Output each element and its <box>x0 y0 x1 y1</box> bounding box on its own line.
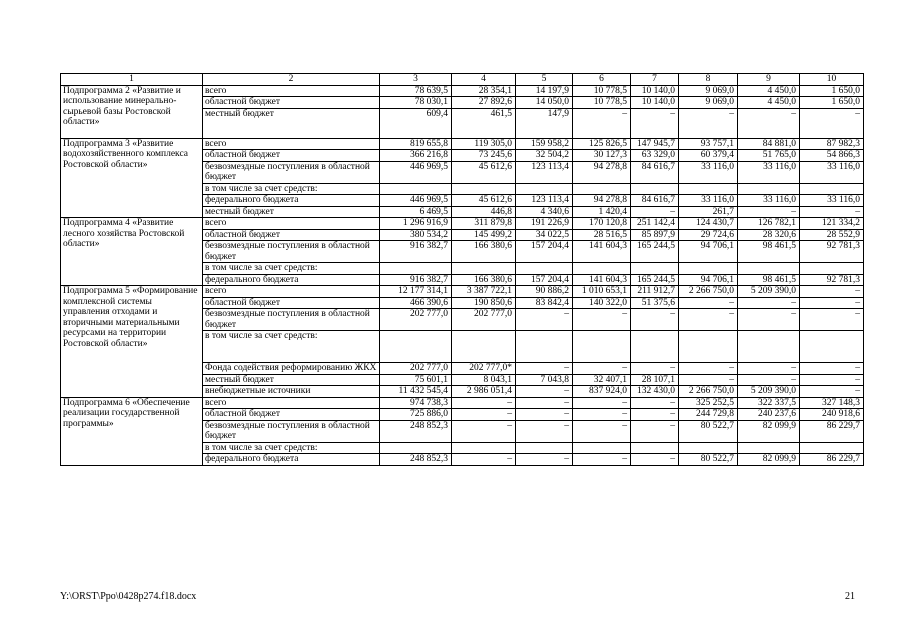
amount-cell: – <box>631 108 679 138</box>
amount-cell: 609,4 <box>380 108 452 138</box>
amount-cell <box>380 331 452 363</box>
amount-cell: 33 116,0 <box>679 195 738 207</box>
amount-cell: 94 706,1 <box>679 241 738 263</box>
amount-cell: 119 305,0 <box>452 138 516 150</box>
amount-cell: 311 879,8 <box>452 218 516 230</box>
amount-cell: 140 322,0 <box>573 297 631 309</box>
amount-cell: 60 379,4 <box>679 150 738 162</box>
amount-cell: 4 450,0 <box>738 85 800 97</box>
amount-cell: 78 639,5 <box>380 85 452 97</box>
amount-cell: 191 226,9 <box>516 218 573 230</box>
amount-cell: 132 430,0 <box>631 386 679 398</box>
amount-cell <box>516 183 573 195</box>
amount-cell <box>631 442 679 454</box>
funding-source-label: всего <box>203 286 380 298</box>
table-row <box>61 286 864 298</box>
column-header: 1 <box>61 74 203 86</box>
funding-source-label: федерального бюджета <box>203 454 380 466</box>
amount-cell: 2 266 750,0 <box>679 286 738 298</box>
amount-cell: – <box>452 420 516 442</box>
funding-source-label: областной бюджет <box>203 409 380 421</box>
amount-cell: – <box>738 108 800 138</box>
amount-cell <box>380 183 452 195</box>
amount-cell: 159 958,2 <box>516 138 573 150</box>
amount-cell: 837 924,0 <box>573 386 631 398</box>
amount-cell: 80 522,7 <box>679 454 738 466</box>
amount-cell: – <box>573 454 631 466</box>
amount-cell: 916 382,7 <box>380 241 452 263</box>
amount-cell: – <box>738 374 800 386</box>
amount-cell: 145 499,2 <box>452 229 516 241</box>
amount-cell: 366 216,8 <box>380 150 452 162</box>
amount-cell <box>738 442 800 454</box>
amount-cell: – <box>516 363 573 375</box>
funding-source-label: в том числе за счет средств: <box>203 331 380 363</box>
amount-cell: – <box>679 374 738 386</box>
amount-cell <box>738 331 800 363</box>
amount-cell <box>516 331 573 363</box>
column-header: 7 <box>631 74 679 86</box>
amount-cell: 819 655,8 <box>380 138 452 150</box>
amount-cell: 14 197,9 <box>516 85 573 97</box>
amount-cell <box>573 263 631 275</box>
amount-cell: – <box>516 309 573 331</box>
amount-cell: 446,8 <box>452 206 516 218</box>
amount-cell: 54 866,3 <box>800 150 864 162</box>
amount-cell: 141 604,3 <box>573 274 631 286</box>
subprogram-name: Подпрограмма 4 «Развитие лесного хозяйства Ростовской области» <box>61 218 203 286</box>
amount-cell: 98 461,5 <box>738 241 800 263</box>
amount-cell: – <box>516 409 573 421</box>
funding-source-label: местный бюджет <box>203 108 380 138</box>
amount-cell: 90 886,2 <box>516 286 573 298</box>
amount-cell: 87 982,3 <box>800 138 864 150</box>
amount-cell: – <box>631 397 679 409</box>
amount-cell: – <box>516 454 573 466</box>
table-row <box>61 397 864 409</box>
amount-cell: 84 881,0 <box>738 138 800 150</box>
amount-cell: – <box>631 363 679 375</box>
amount-cell <box>573 331 631 363</box>
amount-cell: 4 340,6 <box>516 206 573 218</box>
funding-source-label: всего <box>203 138 380 150</box>
amount-cell <box>380 263 452 275</box>
funding-source-label: в том числе за счет средств: <box>203 263 380 275</box>
amount-cell <box>452 331 516 363</box>
footer-file-path: Y:\ORST\Ppo\0428p274.f18.docx <box>60 591 197 602</box>
amount-cell: – <box>631 309 679 331</box>
amount-cell: 261,7 <box>679 206 738 218</box>
funding-source-label: всего <box>203 218 380 230</box>
funding-source-label: безвозмездные поступления в областной бюджет <box>203 161 380 183</box>
subprogram-name: Подпрограмма 5 «Формирование комплексной системы управления отходами и вторичными материальными ресурсами на территории Ростовской области» <box>61 286 203 398</box>
funding-source-label: всего <box>203 397 380 409</box>
amount-cell: 466 390,6 <box>380 297 452 309</box>
amount-cell: – <box>738 363 800 375</box>
amount-cell: 1 010 653,1 <box>573 286 631 298</box>
amount-cell: 83 842,4 <box>516 297 573 309</box>
amount-cell: 974 738,3 <box>380 397 452 409</box>
amount-cell: 7 043,8 <box>516 374 573 386</box>
amount-cell <box>573 183 631 195</box>
table-row <box>61 138 864 150</box>
amount-cell: 5 209 390,0 <box>738 286 800 298</box>
page-number: 21 <box>845 591 855 602</box>
amount-cell: 63 329,0 <box>631 150 679 162</box>
subprogram-name: Подпрограмма 6 «Обеспечение реализации государственной программы» <box>61 397 203 465</box>
amount-cell <box>452 263 516 275</box>
amount-cell: 45 612,6 <box>452 161 516 183</box>
amount-cell: 84 616,7 <box>631 195 679 207</box>
amount-cell: 240 918,6 <box>800 409 864 421</box>
amount-cell <box>679 183 738 195</box>
amount-cell: 240 237,6 <box>738 409 800 421</box>
amount-cell: 84 616,7 <box>631 161 679 183</box>
amount-cell: 202 777,0 <box>452 309 516 331</box>
amount-cell: – <box>800 386 864 398</box>
amount-cell: – <box>738 297 800 309</box>
amount-cell: 86 229,7 <box>800 420 864 442</box>
amount-cell: 244 729,8 <box>679 409 738 421</box>
amount-cell: 27 892,6 <box>452 97 516 109</box>
amount-cell: 78 030,1 <box>380 97 452 109</box>
amount-cell: 33 116,0 <box>679 161 738 183</box>
amount-cell: 51 765,0 <box>738 150 800 162</box>
funding-source-label: областной бюджет <box>203 97 380 109</box>
amount-cell: 380 534,2 <box>380 229 452 241</box>
amount-cell: 141 604,3 <box>573 241 631 263</box>
column-header: 2 <box>203 74 380 86</box>
amount-cell: 327 148,3 <box>800 397 864 409</box>
amount-cell: – <box>800 309 864 331</box>
amount-cell: 28 320,6 <box>738 229 800 241</box>
amount-cell <box>738 263 800 275</box>
amount-cell: 11 432 545,4 <box>380 386 452 398</box>
amount-cell <box>631 331 679 363</box>
amount-cell: 2 986 051,4 <box>452 386 516 398</box>
amount-cell: 251 142,4 <box>631 218 679 230</box>
amount-cell <box>679 263 738 275</box>
amount-cell: 98 461,5 <box>738 274 800 286</box>
amount-cell: 33 116,0 <box>800 161 864 183</box>
amount-cell: 85 897,9 <box>631 229 679 241</box>
amount-cell: 30 127,3 <box>573 150 631 162</box>
column-header: 6 <box>573 74 631 86</box>
amount-cell: 80 522,7 <box>679 420 738 442</box>
amount-cell: – <box>800 374 864 386</box>
amount-cell <box>631 183 679 195</box>
amount-cell: 92 781,3 <box>800 274 864 286</box>
amount-cell: – <box>573 397 631 409</box>
amount-cell: 446 969,5 <box>380 195 452 207</box>
amount-cell: – <box>452 397 516 409</box>
amount-cell: – <box>738 309 800 331</box>
amount-cell <box>452 442 516 454</box>
amount-cell: 32 407,1 <box>573 374 631 386</box>
funding-source-label: местный бюджет <box>203 374 380 386</box>
amount-cell: 2 266 750,0 <box>679 386 738 398</box>
amount-cell: 82 099,9 <box>738 454 800 466</box>
amount-cell: – <box>573 309 631 331</box>
column-header: 3 <box>380 74 452 86</box>
amount-cell: 123 113,4 <box>516 161 573 183</box>
funding-source-label: местный бюджет <box>203 206 380 218</box>
amount-cell: 4 450,0 <box>738 97 800 109</box>
amount-cell <box>516 263 573 275</box>
amount-cell: – <box>516 397 573 409</box>
funding-source-label: областной бюджет <box>203 297 380 309</box>
amount-cell: 32 504,2 <box>516 150 573 162</box>
funding-source-label: федерального бюджета <box>203 274 380 286</box>
amount-cell <box>452 183 516 195</box>
amount-cell: – <box>573 409 631 421</box>
amount-cell: 126 782,1 <box>738 218 800 230</box>
amount-cell: 9 069,0 <box>679 85 738 97</box>
amount-cell <box>380 442 452 454</box>
column-header: 8 <box>679 74 738 86</box>
amount-cell: 94 278,8 <box>573 161 631 183</box>
amount-cell: 10 778,5 <box>573 97 631 109</box>
amount-cell: 33 116,0 <box>800 195 864 207</box>
subprogram-name: Подпрограмма 2 «Развитие и использование минерально-сырьевой базы Ростовской области» <box>61 85 203 138</box>
budget-table <box>60 73 864 466</box>
amount-cell: 6 469,5 <box>380 206 452 218</box>
amount-cell: – <box>631 206 679 218</box>
amount-cell: 170 120,8 <box>573 218 631 230</box>
amount-cell <box>679 442 738 454</box>
funding-source-label: областной бюджет <box>203 229 380 241</box>
funding-source-label: безвозмездные поступления в областной бюджет <box>203 309 380 331</box>
amount-cell: – <box>573 108 631 138</box>
amount-cell: 202 777,0 <box>380 363 452 375</box>
amount-cell: – <box>738 206 800 218</box>
amount-cell: – <box>631 409 679 421</box>
amount-cell: – <box>679 363 738 375</box>
amount-cell: 166 380,6 <box>452 274 516 286</box>
amount-cell: 34 022,5 <box>516 229 573 241</box>
amount-cell <box>800 263 864 275</box>
amount-cell: 3 387 722,1 <box>452 286 516 298</box>
amount-cell: – <box>679 108 738 138</box>
amount-cell <box>573 442 631 454</box>
amount-cell: – <box>631 454 679 466</box>
column-header: 10 <box>800 74 864 86</box>
amount-cell: 322 337,5 <box>738 397 800 409</box>
amount-cell: 86 229,7 <box>800 454 864 466</box>
amount-cell: 28 516,5 <box>573 229 631 241</box>
amount-cell: 28 552,9 <box>800 229 864 241</box>
amount-cell <box>800 331 864 363</box>
amount-cell: 165 244,5 <box>631 241 679 263</box>
column-header: 5 <box>516 74 573 86</box>
amount-cell: 10 140,0 <box>631 97 679 109</box>
amount-cell: 45 612,6 <box>452 195 516 207</box>
amount-cell: – <box>452 409 516 421</box>
funding-source-label: в том числе за счет средств: <box>203 442 380 454</box>
amount-cell <box>631 263 679 275</box>
amount-cell: 166 380,6 <box>452 241 516 263</box>
funding-source-label: Фонда содействия реформированию ЖКХ <box>203 363 380 375</box>
amount-cell: 10 778,5 <box>573 85 631 97</box>
amount-cell: 5 209 390,0 <box>738 386 800 398</box>
amount-cell: 82 099,9 <box>738 420 800 442</box>
amount-cell: – <box>800 108 864 138</box>
amount-cell: 9 069,0 <box>679 97 738 109</box>
funding-source-label: в том числе за счет средств: <box>203 183 380 195</box>
amount-cell: – <box>452 454 516 466</box>
amount-cell: – <box>516 420 573 442</box>
amount-cell: 33 116,0 <box>738 195 800 207</box>
amount-cell: 1 650,0 <box>800 97 864 109</box>
amount-cell: 14 050,0 <box>516 97 573 109</box>
amount-cell: 51 375,6 <box>631 297 679 309</box>
amount-cell: 147 945,7 <box>631 138 679 150</box>
amount-cell: 248 852,3 <box>380 454 452 466</box>
amount-cell: 125 826,5 <box>573 138 631 150</box>
amount-cell: 248 852,3 <box>380 420 452 442</box>
table-row <box>61 85 864 97</box>
amount-cell: 147,9 <box>516 108 573 138</box>
amount-cell: 157 204,4 <box>516 274 573 286</box>
amount-cell: 124 430,7 <box>679 218 738 230</box>
amount-cell: – <box>800 297 864 309</box>
funding-source-label: безвозмездные поступления в областной бюджет <box>203 420 380 442</box>
amount-cell: – <box>573 420 631 442</box>
amount-cell: 28 354,1 <box>452 85 516 97</box>
funding-source-label: федерального бюджета <box>203 195 380 207</box>
amount-cell: 325 252,5 <box>679 397 738 409</box>
amount-cell: – <box>800 363 864 375</box>
amount-cell <box>800 183 864 195</box>
amount-cell: 725 886,0 <box>380 409 452 421</box>
funding-source-label: всего <box>203 85 380 97</box>
amount-cell: 10 140,0 <box>631 85 679 97</box>
table-body <box>61 85 864 465</box>
amount-cell: 92 781,3 <box>800 241 864 263</box>
amount-cell: 33 116,0 <box>738 161 800 183</box>
amount-cell: 157 204,4 <box>516 241 573 263</box>
amount-cell: 916 382,7 <box>380 274 452 286</box>
amount-cell: 29 724,6 <box>679 229 738 241</box>
funding-source-label: безвозмездные поступления в областной бюджет <box>203 241 380 263</box>
amount-cell: 202 777,0 <box>380 309 452 331</box>
amount-cell: 211 912,7 <box>631 286 679 298</box>
amount-cell: 28 107,1 <box>631 374 679 386</box>
amount-cell: 1 296 916,9 <box>380 218 452 230</box>
funding-source-label: внебюджетные источники <box>203 386 380 398</box>
amount-cell: – <box>516 386 573 398</box>
amount-cell: 94 706,1 <box>679 274 738 286</box>
amount-cell: – <box>679 309 738 331</box>
amount-cell: 73 245,6 <box>452 150 516 162</box>
column-header: 9 <box>738 74 800 86</box>
header-row <box>61 74 864 86</box>
amount-cell: 165 244,5 <box>631 274 679 286</box>
amount-cell <box>679 331 738 363</box>
amount-cell: 446 969,5 <box>380 161 452 183</box>
amount-cell: 12 177 314,1 <box>380 286 452 298</box>
amount-cell: 75 601,1 <box>380 374 452 386</box>
amount-cell: – <box>800 286 864 298</box>
amount-cell <box>516 442 573 454</box>
amount-cell <box>800 442 864 454</box>
amount-cell: – <box>800 206 864 218</box>
funding-source-label: областной бюджет <box>203 150 380 162</box>
amount-cell: 123 113,4 <box>516 195 573 207</box>
amount-cell: 202 777,0* <box>452 363 516 375</box>
amount-cell: 190 850,6 <box>452 297 516 309</box>
amount-cell: 93 757,1 <box>679 138 738 150</box>
amount-cell: 121 334,2 <box>800 218 864 230</box>
amount-cell <box>738 183 800 195</box>
amount-cell: 1 650,0 <box>800 85 864 97</box>
amount-cell: 94 278,8 <box>573 195 631 207</box>
subprogram-name: Подпрограмма 3 «Развитие водохозяйственного комплекса Ростовской области» <box>61 138 203 218</box>
amount-cell: – <box>679 297 738 309</box>
amount-cell: 1 420,4 <box>573 206 631 218</box>
amount-cell: 461,5 <box>452 108 516 138</box>
amount-cell: 8 043,1 <box>452 374 516 386</box>
amount-cell: – <box>573 363 631 375</box>
table-row <box>61 218 864 230</box>
column-header: 4 <box>452 74 516 86</box>
amount-cell: – <box>631 420 679 442</box>
